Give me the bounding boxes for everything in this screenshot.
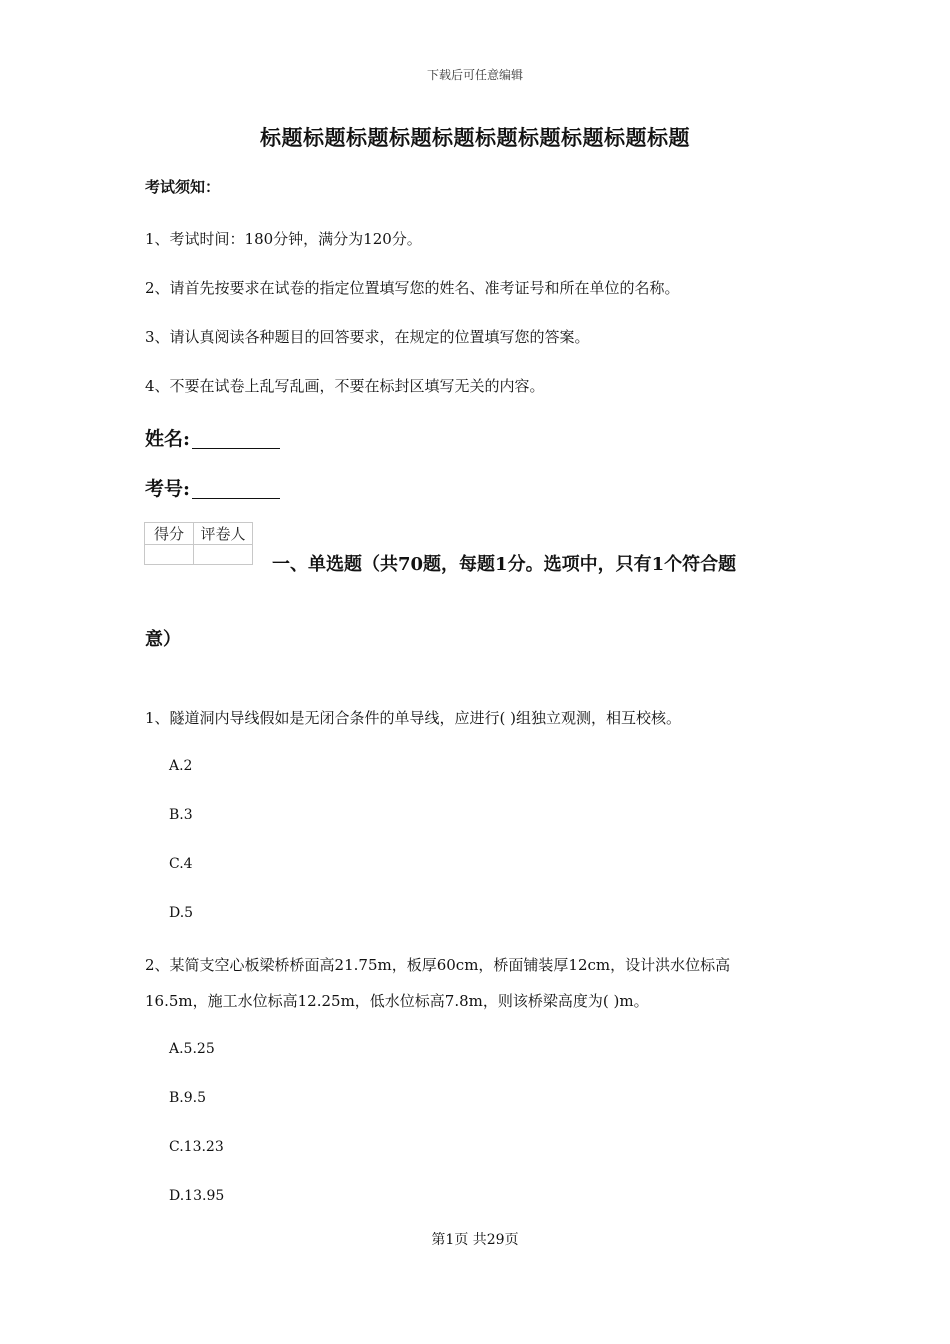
exam-number-blank-line [192,478,280,499]
name-field [145,424,280,451]
page-footer: 第1页 共29页 [431,1232,519,1248]
question-1-option-a: A.2 [169,758,193,774]
notice-rule: 4、不要在试卷上乱写乱画，不要在标封区填写无关的内容。 [145,377,545,395]
grader-header: 评卷人 [194,523,253,545]
question-2-option-a: A.5.25 [169,1041,215,1057]
name-label: 姓名: [145,428,191,450]
section-heading: 一、单选题（共70题，每题1分。选项中，只有1个符合题 [272,554,737,575]
score-table-header-row [145,523,253,545]
exam-number-label: 考号: [145,478,191,500]
notice-heading: 考试须知： [145,178,221,196]
score-table [144,522,253,565]
question-2-option-d: D.13.95 [169,1188,225,1204]
question-2-line-1: 2、某简支空心板梁桥桥面高21.75m，板厚60cm，桥面铺装厚12cm，设计洪水位标高 [145,956,731,974]
question-1-option-d: D.5 [169,905,194,921]
score-header: 得分 [145,523,194,545]
name-blank-line [192,428,280,449]
header-note: 下载后可任意编辑 [426,68,523,82]
score-table-empty-row [145,545,253,565]
question-1-option-c: C.4 [169,856,193,872]
document-title: 标题标题标题标题标题标题标题标题标题标题 [260,125,690,150]
exam-number-field [145,474,280,501]
section-heading-continued: 意） [145,629,181,650]
score-cell [145,545,194,565]
question-1: 1、隧道洞内导线假如是无闭合条件的单导线，应进行( )组独立观测，相互校核。 [145,709,682,727]
grader-cell [194,545,253,565]
question-1-option-b: B.3 [169,807,193,823]
notice-rule: 3、请认真阅读各种题目的回答要求，在规定的位置填写您的答案。 [145,328,590,346]
question-2-line-2: 16.5m，施工水位标高12.25m，低水位标高7.8m，则该桥梁高度为( )m。 [145,992,649,1010]
notice-rule: 2、请首先按要求在试卷的指定位置填写您的姓名、准考证号和所在单位的名称。 [145,279,680,297]
question-2-option-c: C.13.23 [169,1139,224,1155]
question-2-option-b: B.9.5 [169,1090,207,1106]
notice-rule: 1、考试时间：180分钟，满分为120分。 [145,230,422,248]
